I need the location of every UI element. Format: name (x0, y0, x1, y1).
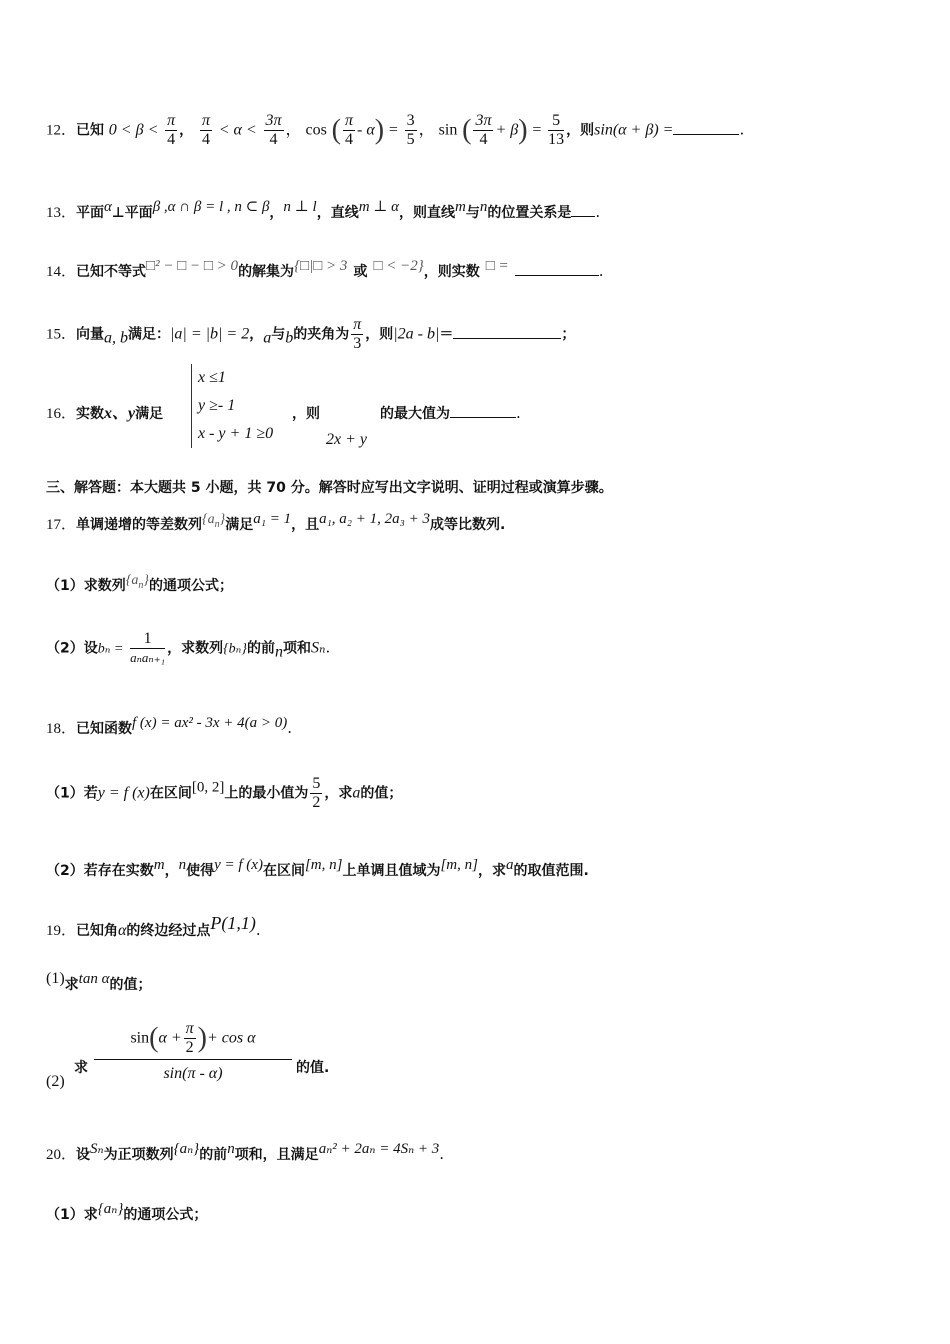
question-18-part-2: （2）若存在实数$^m$，$^n$使得$^{y = f (x)}$在区间[m, n]上单调且值域为[m, n]，求$^a$的取值范围. (46, 857, 589, 879)
question-18-part-1: （1）若y = f (x)在区间[0, 2]上的最小值为 $\frac{5}{2}$ ，求a的值； (46, 775, 403, 811)
section-title: 三、解答题：本大题共 5 小题，共 70 分。解答时应写出文字说明、证明过程或演算步骤。 (46, 480, 613, 496)
question-17-part-1: （1）求数列$^{\{a_n\}}$的通项公式； (46, 573, 233, 594)
answer-blank (515, 261, 599, 276)
answer-blank (571, 202, 595, 217)
question-14: 14．已知不等式$^{□^2 - □ - □ > 0}$的解集为$^{\{□|□ > 3}$ 或 $^{□ < -2\}}$，则实数 □ = . (46, 258, 604, 280)
question-19-part-1: $^{(1)}$求$^{tan \alpha}$的值； (46, 970, 152, 993)
exam-page: 12．已知 0 < β < $\frac{\pi}{4}$ ， $\frac{\pi}{4}$ < α < $\frac{3\pi}{4}$ ， cos ( $\frac{\pi}{4}$ - α) = $\frac{3}{5}$ ， sin ( $\frac{3\pi}{4}$ + β) = $\frac{5}{13}$ ，则sin(α + β) = . 13．平面$^\alpha$⊥平面$^{\beta ,\alpha \cap \beta = l , n \subset \beta}$，$^{n \perp l}$，直线$^{m \perp \alpha}$，则直线$^m$与$^n$的位置关系是 . 14．已知不等式$^{□^2 - □ - □ > 0}$的解集为$^{\{□|□ > 3}$ 或 $^{□ < -2\}}$，则实数 □ = . 15．向量$_{a, b}$满足：|a| = |b| = 2，$_a$与$_b$的夹角为 $\frac{\pi}{3}$ ，则|2a - b|＝ ； 16．实数x、y满足 x ≤1 y ≥- 1 x - y + 1 ≥0 ，则 的最大值为 . 2x + y 三、解答题：本大题共 5 小题，共 70 分。解答时应写出文字说明、证明过程或演算步骤。 17．单调递增的等差数列$^{\{a_n\}}$满足$^{a_1 = 1}$，且$^{a_1, a_2 + 1, 2a_3 + 3}$成等比数列. （1）求数列$^{\{a_n\}}$的通项公式； （2）设bₙ = $\frac{1}{\text{aₙaₙ₊₁}}$ ，求数列{bₙ}的前$_n$项和Sₙ. 18．已知函数$^{f (x) = ax^2 - 3x + 4(a > 0)}$. （1）若y = f (x)在区间[0, 2]上的最小值为 $\frac{5}{2}$ ，求a的值； （2）若存在实数$^m$，$^n$使得$^{y = f (x)}$在区间[m, n]上单调且值域为[m, n]，求$^a$的取值范围. 19．已知角α的终边经过点$^{P(1,1)}$. $^{(1)}$求$^{tan \alpha}$的值； (2) 求 sin(α + $\frac{\pi}{2}$ )+ cos α sin(π - α) 的值. 20．设$^{S_n}$为正项数列$^{\{a_n\}}$的前$^n$项和，且满足$^{a_n^2 + 2a_n = 4S_n + 3}$. （1）求$^{\{a_n\}}$的通项公式； (0, 0, 950, 1344)
question-12: 12．已知 0 < β < $\frac{\pi}{4}$ ， $\frac{\pi}{4}$ < α < $\frac{3\pi}{4}$ ， cos ( $\frac{\pi}{4}$ - α) = $\frac{3}{5}$ ， sin ( $\frac{3\pi}{4}$ + β) = $\frac{5}{13}$ ，则sin(α + β) = . (46, 112, 745, 148)
question-17: 17．单调递增的等差数列$^{\{a_n\}}$满足$^{a_1 = 1}$，且$^{a_1, a_2 + 1, 2a_3 + 3}$成等比数列. (46, 511, 506, 533)
answer-blank (450, 403, 516, 418)
question-20-part-1: （1）求$^{\{a_n\}}$的通项公式； (46, 1201, 208, 1223)
question-13: 13．平面$^\alpha$⊥平面$^{\beta ,\alpha \cap \beta = l , n \subset \beta}$，$^{n \perp l}$，直线$^{m \perp \alpha}$，则直线$^m$与$^n$的位置关系是 . (46, 199, 601, 221)
question-20: 20．设$^{S_n}$为正项数列$^{\{a_n\}}$的前$^n$项和，且满足$^{a_n^2 + 2a_n = 4S_n + 3}$. (46, 1141, 445, 1163)
question-18: 18．已知函数$^{f (x) = ax^2 - 3x + 4(a > 0)}$. (46, 715, 293, 737)
answer-blank (453, 324, 561, 339)
fraction-expression: sin(α + $\frac{\pi}{2}$ )+ cos α sin(π - α) (94, 1020, 292, 1085)
question-19: 19．已知角α的终边经过点$^{P(1,1)}$. (46, 913, 261, 939)
question-17-part-2: （2）设bₙ = $\frac{1}{\text{aₙaₙ₊₁}}$ ，求数列{bₙ}的前$_n$项和Sₙ. (46, 630, 331, 665)
constraint-system: x ≤1 y ≥- 1 x - y + 1 ≥0 (191, 364, 273, 448)
answer-blank (673, 120, 739, 135)
question-15: 15．向量$_{a, b}$满足：|a| = |b| = 2，$_a$与$_b$的夹角为 $\frac{\pi}{3}$ ，则|2a - b|＝ ； (46, 316, 576, 352)
